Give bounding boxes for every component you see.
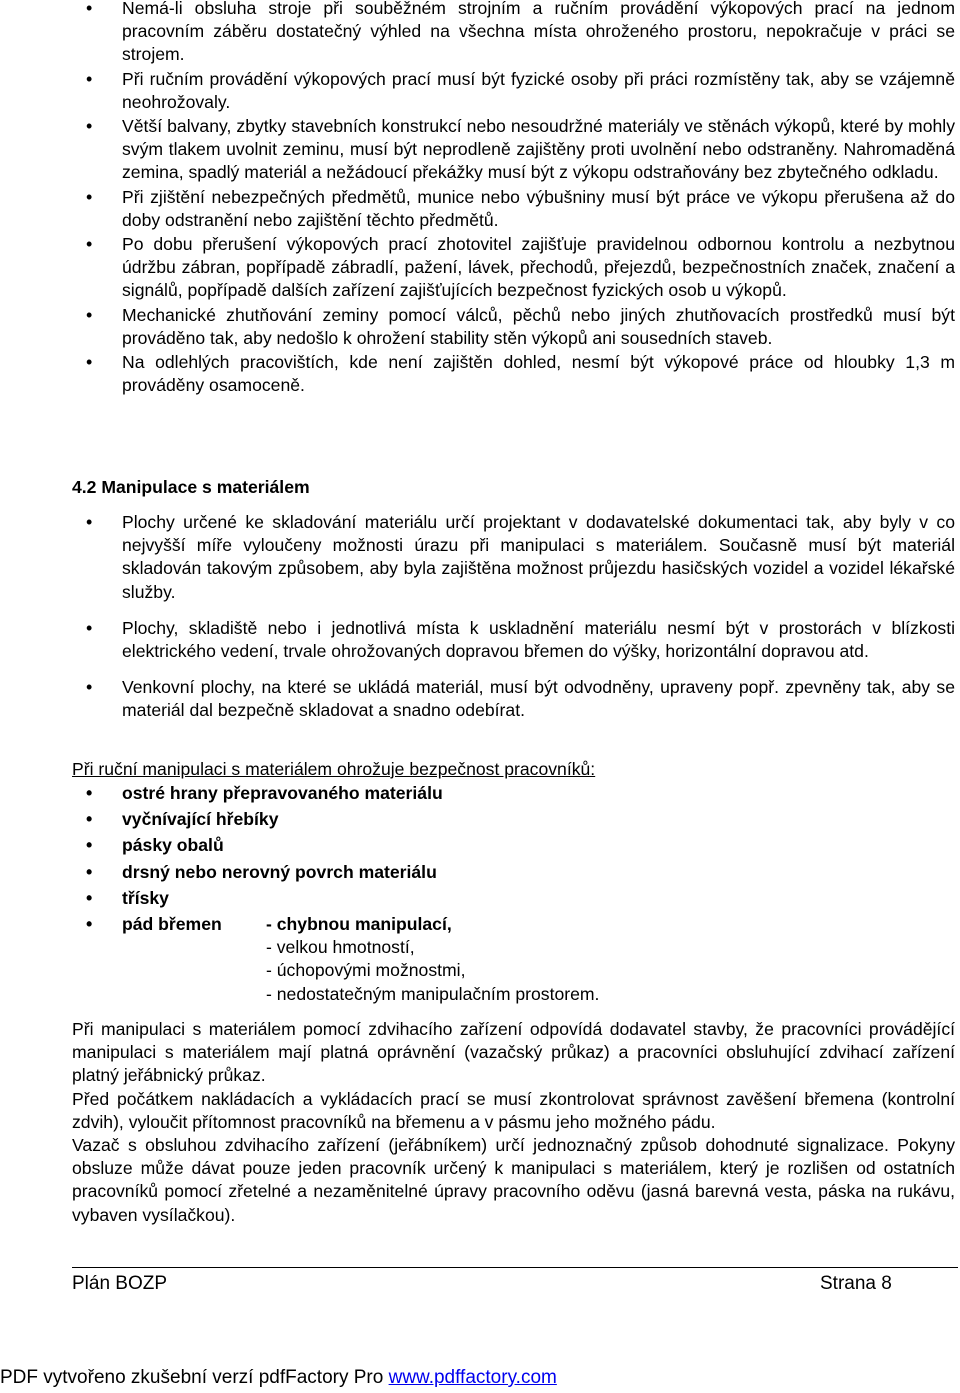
- list-item: • Při ručním provádění výkopových prací musí být fyzické osoby při práci rozmístěny tak, aby se vzájemně neohrožovaly.: [0, 68, 960, 114]
- fall-cause: - úchopovými možnostmi,: [266, 960, 466, 981]
- section-heading: 4.2 Manipulace s materiálem: [72, 477, 310, 497]
- hazards-list: [0, 782, 960, 1004]
- paragraph: Vazač s obsluhou zdvihacího zařízení (jeřábníkem) určí jednoznačný způsob dohodnuté signalizace. Pokyny obsluze může dávat pouze jeden pracovník určený k manipulaci s materiálem, který je rozlišen od ostatních pracovníků pomocí zřetelné a nezaměnitelné úpravy pracovního oděvu (jasná barevná vesta, páska na rukávu, vybaven vysílačkou).: [72, 1135, 955, 1225]
- paragraph: Před počátkem nakládacích a vykládacích prací se musí zkontrolovat správnost zavěšení břemena (kontrolní zdvih), vyloučit přítomnost pracovníků na břemenu a v pásmu jeho možného pádu.: [72, 1088, 955, 1132]
- paragraph: Při manipulaci s materiálem pomocí zdvihacího zařízení odpovídá dodavatel stavby, že pracovníci provádějící manipulaci s materiálem mají platná oprávnění (vazačský průkaz) a pracovníci obsluhující zdvihací zařízení platný jeřábnický průkaz.: [72, 1019, 955, 1086]
- list-item: • ostré hrany přepravovaného materiálu: [0, 782, 960, 805]
- fall-label: pád břemen: [122, 914, 222, 935]
- list-item-fall: [0, 913, 960, 1004]
- list-item: • drsný nebo nerovný povrch materiálu: [0, 861, 960, 884]
- fall-cause: - chybnou manipulací,: [266, 914, 452, 935]
- storage-rules-list: [0, 511, 960, 736]
- pdf-watermark-note: [0, 1366, 557, 1389]
- page-number: Strana 8: [820, 1273, 892, 1294]
- list-item: • vyčnívající hřebíky: [0, 808, 960, 831]
- hazards-title: Při ruční manipulaci s materiálem ohrožuje bezpečnost pracovníků:: [72, 759, 596, 779]
- list-item: • Při zjištění nebezpečných předmětů, munice nebo výbušniny musí být práce ve výkopu přerušena až do doby odstranění nebo zajištění těchto předmětů.: [0, 186, 960, 232]
- fall-cause: - nedostatečným manipulačním prostorem.: [266, 983, 600, 1004]
- list-item: • Na odlehlých pracovištích, kde není zajištěn dohled, nesmí být výkopové práce od hloubky 1,3 m prováděny osamoceně.: [0, 351, 960, 397]
- list-item: • Nemá-li obsluha stroje při souběžném strojním a ručním provádění výkopových prací na jednom pracovním záběru dostatečný výhled na všechna místa ohroženého prostoru, nepokračuje v práci se strojem.: [0, 0, 960, 67]
- pdffactory-link[interactable]: www.pdffactory.com: [388, 1367, 557, 1388]
- list-item: • pásky obalů: [0, 834, 960, 857]
- pdf-note-text: PDF vytvořeno zkušební verzí pdfFactory Pro: [0, 1367, 389, 1388]
- list-item: • třísky: [0, 887, 960, 910]
- excavation-rules-list: [0, 0, 960, 397]
- list-item: • Po dobu přerušení výkopových prací zhotovitel zajišťuje pravidelnou odbornou kontrolu a nezbytnou údržbu zábran, popřípadě zábradlí, pažení, lávek, přechodů, přejezdů, bezpečnostních značek, značení a signálů, popřípadě dalších zařízení zajišťujících bezpečnost fyzických osob u výkopů.: [0, 233, 960, 303]
- list-item: • Mechanické zhutňování zeminy pomocí válců, pěchů nebo jiných zhutňovacích prostředků musí být prováděno tak, aby nedošlo k ohrožení stability stěn výkopů ani sousedních staveb.: [0, 304, 960, 350]
- list-item: • Plochy, skladiště nebo i jednotlivá místa k uskladnění materiálu nesmí být v prostorách v blízkosti elektrického vedení, trvale ohrožovaných dopravou břemen do výšky, horizontální dopravou atd.: [0, 617, 960, 663]
- footer-title: Plán BOZP: [72, 1273, 168, 1294]
- body-paragraphs: [72, 1018, 955, 1227]
- fall-causes: [266, 913, 599, 1006]
- footer-divider: [72, 1267, 958, 1268]
- list-item: • Venkovní plochy, na které se ukládá materiál, musí být odvodněny, upraveny popř. zpevněny tak, aby se materiál dal bezpečně skladovat a snadno odebírat.: [0, 676, 960, 722]
- fall-cause: - velkou hmotností,: [266, 937, 415, 958]
- list-item: • Plochy určené ke skladování materiálu určí projektant v dodavatelské dokumentaci tak, aby byly v co nejvyšší míře vyloučeny možnosti úrazu při manipulaci s materiálem. Současně musí být materiál skladován takovým způsobem, aby byla zajištěna možnost průjezdu hasičských vozidel a vozidel lékařské služby.: [0, 511, 960, 604]
- list-item: • Větší balvany, zbytky stavebních konstrukcí nebo nesoudržné materiály ve stěnách výkopů, které by mohly svým tlakem uvolnit zeminu, musí být neprodleně zajištěny proti uvolnění nebo odstraněny. Nahromaděná zemina, spadlý materiál a nežádoucí překážky musí být z výkopu odstraňovány bez zbytečného odkladu.: [0, 115, 960, 185]
